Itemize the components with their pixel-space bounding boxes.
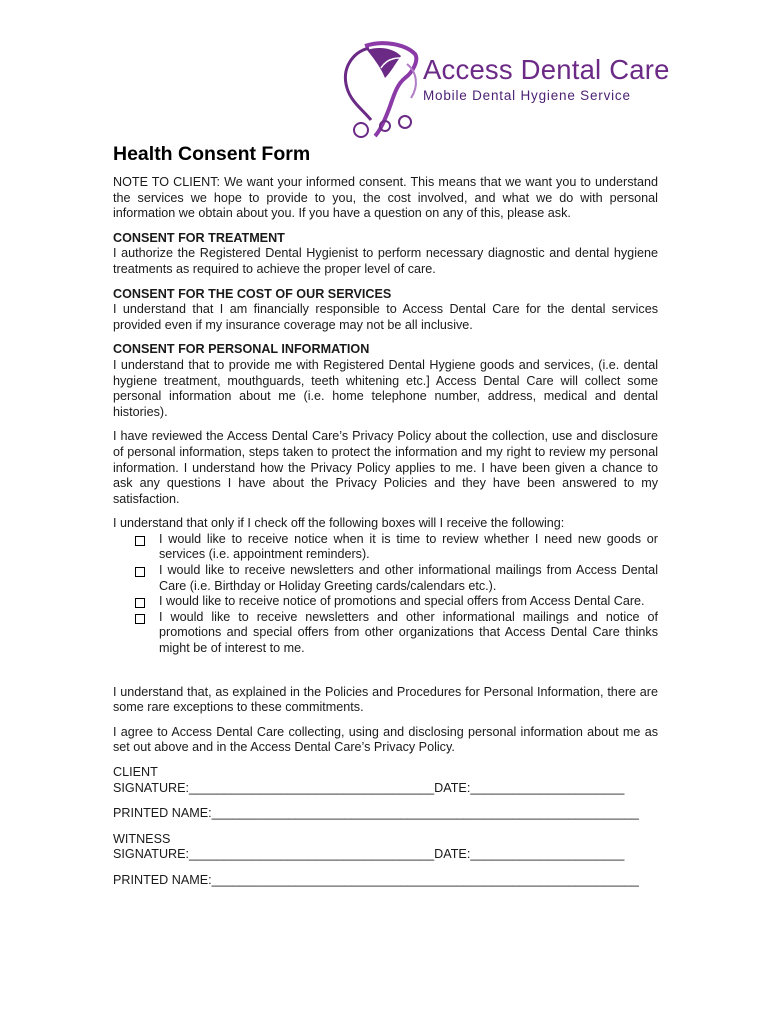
form-title: Health Consent Form bbox=[113, 143, 311, 165]
checkbox[interactable] bbox=[135, 598, 145, 608]
client-signature-block bbox=[113, 765, 658, 889]
client-printed-name-field[interactable]: PRINTED NAME:_____________________________________________________________ bbox=[113, 806, 639, 821]
checkbox-option-reminders[interactable] bbox=[135, 532, 658, 563]
company-logo bbox=[335, 38, 670, 144]
checkbox-intro: I understand that only if I check off the following boxes will I receive the following: bbox=[113, 516, 565, 531]
agreement-paragraph: I agree to Access Dental Care collecting, using and disclosing personal information about me as set out above and in the Access Dental Care’s Privacy Policy. bbox=[113, 724, 658, 755]
client-signature-field[interactable]: SIGNATURE:___________________________________DATE:______________________ bbox=[113, 780, 625, 795]
checkbox-option-promotions[interactable] bbox=[135, 594, 658, 610]
checkbox-label: I would like to receive newsletters and other informational mailings and notice of promotions and special offers from other organizations that Access Dental Care thinks might be of interest to me. bbox=[159, 609, 658, 656]
logo-subtitle: Mobile Dental Hygiene Service bbox=[423, 88, 631, 103]
form-content bbox=[113, 142, 658, 889]
section-text: I authorize the Registered Dental Hygienist to perform necessary diagnostic and dental hygiene treatments as required to achieve the proper level of care. bbox=[113, 246, 658, 276]
witness-printed-name-field[interactable]: PRINTED NAME:_____________________________________________________________ bbox=[113, 872, 639, 887]
section-text: I understand that I am financially responsible to Access Dental Care for the dental services provided even if my insurance coverage may not be all inclusive. bbox=[113, 302, 658, 332]
section-text: I understand that to provide me with Registered Dental Hygiene goods and services, (i.e. dental hygiene treatment, mouthguards, teeth whitening etc.] Access Dental Care will collect some personal information about me (i.e. home telephone number, address, medical and dental histories). bbox=[113, 357, 658, 419]
consent-treatment-section bbox=[113, 231, 658, 278]
consent-cost-section bbox=[113, 287, 658, 334]
checkbox-label: I would like to receive notice when it is time to review whether I need new goods or services (i.e. appointment reminders). bbox=[159, 531, 658, 562]
section-heading: CONSENT FOR TREATMENT bbox=[113, 230, 285, 245]
exceptions-paragraph: I understand that, as explained in the Policies and Procedures for Personal Information, there are some rare exceptions to these commitments. bbox=[113, 684, 658, 715]
checkbox-option-newsletters[interactable] bbox=[135, 563, 658, 594]
section-heading: CONSENT FOR THE COST OF OUR SERVICES bbox=[113, 286, 392, 301]
checkbox[interactable] bbox=[135, 536, 145, 546]
checkbox-label: I would like to receive newsletters and other informational mailings from Access Dental Care (i.e. Birthday or Holiday Greeting cards/calendars etc.). bbox=[159, 563, 658, 593]
note-to-client: NOTE TO CLIENT: We want your informed consent. This means that we want you to understand the services we hope to provide to you, the cost involved, and what we do with personal information we obtain about you. If you have a question on any of this, please ask. bbox=[113, 175, 658, 221]
consent-personal-info-section bbox=[113, 342, 658, 420]
checkbox[interactable] bbox=[135, 614, 145, 624]
tooth-logo-icon bbox=[335, 38, 435, 144]
checkbox-label: I would like to receive notice of promotions and special offers from Access Dental Care. bbox=[159, 594, 645, 609]
client-label: CLIENT bbox=[113, 765, 158, 779]
checkbox-list bbox=[135, 532, 658, 657]
checkbox-option-other-organizations[interactable] bbox=[135, 610, 658, 657]
privacy-policy-paragraph: I have reviewed the Access Dental Care’s Privacy Policy about the collection, use and disclosure of personal information, steps taken to protect the information and my right to review my personal information. I understand how the Privacy Policy applies to me. I have been given a chance to ask any questions I have about the Privacy Policies and they have been answered to my satisfaction. bbox=[113, 429, 658, 506]
logo-title: Access Dental Care bbox=[423, 54, 670, 85]
checkbox[interactable] bbox=[135, 567, 145, 577]
witness-signature-field[interactable]: SIGNATURE:___________________________________DATE:______________________ bbox=[113, 847, 625, 862]
witness-label: WITNESS bbox=[113, 831, 171, 846]
section-heading: CONSENT FOR PERSONAL INFORMATION bbox=[113, 342, 370, 357]
